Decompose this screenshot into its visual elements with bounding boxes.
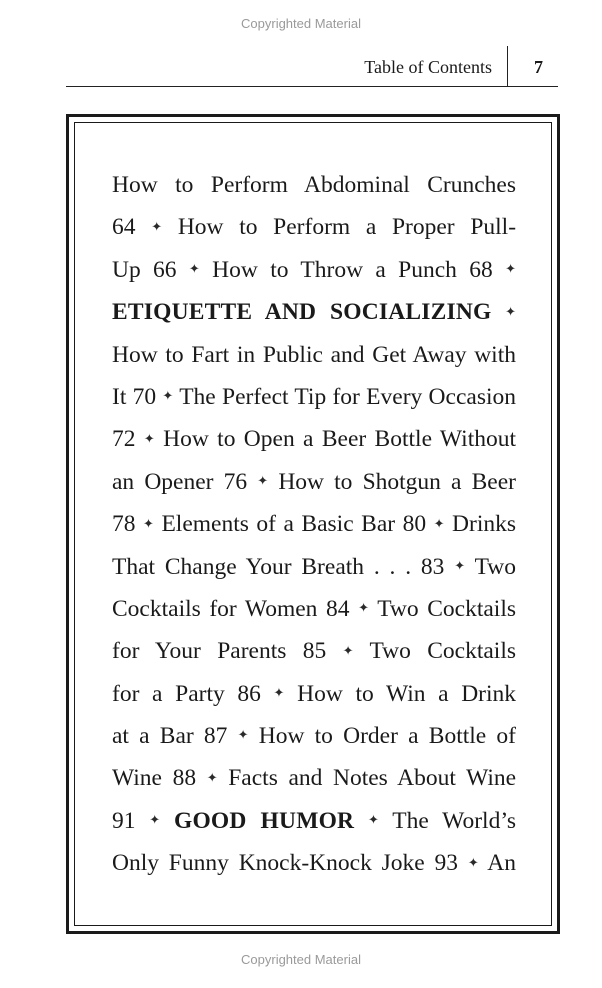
toc-entry-text: How to Open a Beer Bottle Without <box>163 426 517 453</box>
toc-line <box>112 800 516 842</box>
toc-entry-text: Wine 88 <box>112 765 197 792</box>
running-header-title: Table of Contents <box>364 57 492 77</box>
diamond-ornament-icon: ✦ <box>237 727 249 743</box>
diamond-ornament-icon: ✦ <box>505 303 517 319</box>
toc-entry-text: It 70 <box>112 383 157 410</box>
toc-entry-text: at a Bar 87 <box>112 723 228 750</box>
toc-line <box>112 206 516 248</box>
toc-entry-text: 64 <box>112 214 136 241</box>
toc-entry-text: How to Order a Bottle of <box>258 723 516 750</box>
toc-line <box>112 461 516 503</box>
diamond-ornament-icon: ✦ <box>342 642 354 658</box>
toc-entry-text: How to Shotgun a Beer <box>278 468 516 495</box>
diamond-ornament-icon: ✦ <box>273 685 285 701</box>
diamond-ornament-icon: ✦ <box>257 473 269 489</box>
toc-entry-text: 78 <box>112 511 136 538</box>
toc-line <box>112 249 516 291</box>
toc-entry-text: The World’s <box>392 807 516 834</box>
toc-entry-text: How to Fart in Public and Get Away with <box>112 341 516 368</box>
toc-entry-text: for Your Parents 85 <box>112 638 327 665</box>
toc-entry-text: Only Funny Knock-Knock Joke 93 <box>112 850 459 877</box>
toc-line <box>112 546 516 588</box>
toc-entry-text: Two Cocktails <box>369 638 516 665</box>
diamond-ornament-icon: ✦ <box>454 557 466 573</box>
toc-entry-text: The Perfect Tip for Every Occasion <box>179 383 516 410</box>
diamond-ornament-icon: ✦ <box>358 600 370 616</box>
toc-line <box>112 418 516 460</box>
toc-entry-text: How to Win a Drink <box>297 680 517 707</box>
diamond-ornament-icon: ✦ <box>162 388 174 404</box>
diamond-ornament-icon: ✦ <box>206 769 218 785</box>
toc-entry-text: 72 <box>112 426 136 453</box>
diamond-ornament-icon: ✦ <box>368 812 379 828</box>
toc-entry-text: An <box>487 850 516 877</box>
page-number: 7 <box>534 57 543 77</box>
toc-entry-text: How to Throw a Punch 68 <box>212 256 493 283</box>
diamond-ornament-icon: ✦ <box>188 261 200 277</box>
toc-entry-text: Drinks <box>452 511 517 538</box>
toc-line <box>112 503 516 545</box>
toc-entry-text: That Change Your Breath . . . 83 <box>112 553 445 580</box>
toc-line <box>112 715 516 757</box>
copyright-watermark-top: Copyrighted Material <box>241 16 361 31</box>
toc-entry-text: Cocktails for Women 84 <box>112 595 350 622</box>
header-divider <box>507 46 509 86</box>
copyright-watermark-bottom: Copyrighted Material <box>241 952 361 967</box>
toc-entry-text: Two <box>474 553 517 580</box>
diamond-ornament-icon: ✦ <box>151 218 163 234</box>
toc-line <box>112 630 516 672</box>
running-header <box>66 40 558 87</box>
toc-line <box>112 334 516 376</box>
toc-line <box>112 673 516 715</box>
toc-line <box>112 164 516 206</box>
table-of-contents-text <box>112 164 516 885</box>
toc-entry-text: Two Cocktails <box>377 595 516 622</box>
toc-line <box>112 588 516 630</box>
toc-entry-text: How to Perform Abdominal Crunches <box>112 172 516 198</box>
diamond-ornament-icon: ✦ <box>143 430 155 446</box>
diamond-ornament-icon: ✦ <box>149 812 161 828</box>
toc-section-heading: GOOD HUMOR <box>173 807 355 834</box>
toc-entry-text: 91 <box>112 807 136 834</box>
diamond-ornament-icon: ✦ <box>467 854 479 870</box>
diamond-ornament-icon: ✦ <box>505 261 516 277</box>
toc-entry-text: Elements of a Basic Bar 80 <box>161 511 427 538</box>
toc-section-heading: ETIQUETTE AND SOCIALIZING <box>112 299 492 326</box>
toc-entry-text: an Opener 76 <box>112 468 248 495</box>
toc-entry-text: Facts and Notes About Wine <box>228 765 517 792</box>
toc-line <box>112 291 516 333</box>
toc-line <box>112 757 516 799</box>
toc-line <box>112 376 516 418</box>
toc-entry-text: for a Party 86 <box>112 680 261 707</box>
toc-entry-text: How to Perform a Proper Pull- <box>177 214 517 241</box>
toc-line <box>112 842 516 884</box>
diamond-ornament-icon: ✦ <box>143 515 154 531</box>
diamond-ornament-icon: ✦ <box>433 515 445 531</box>
toc-entry-text: Up 66 <box>112 256 177 283</box>
